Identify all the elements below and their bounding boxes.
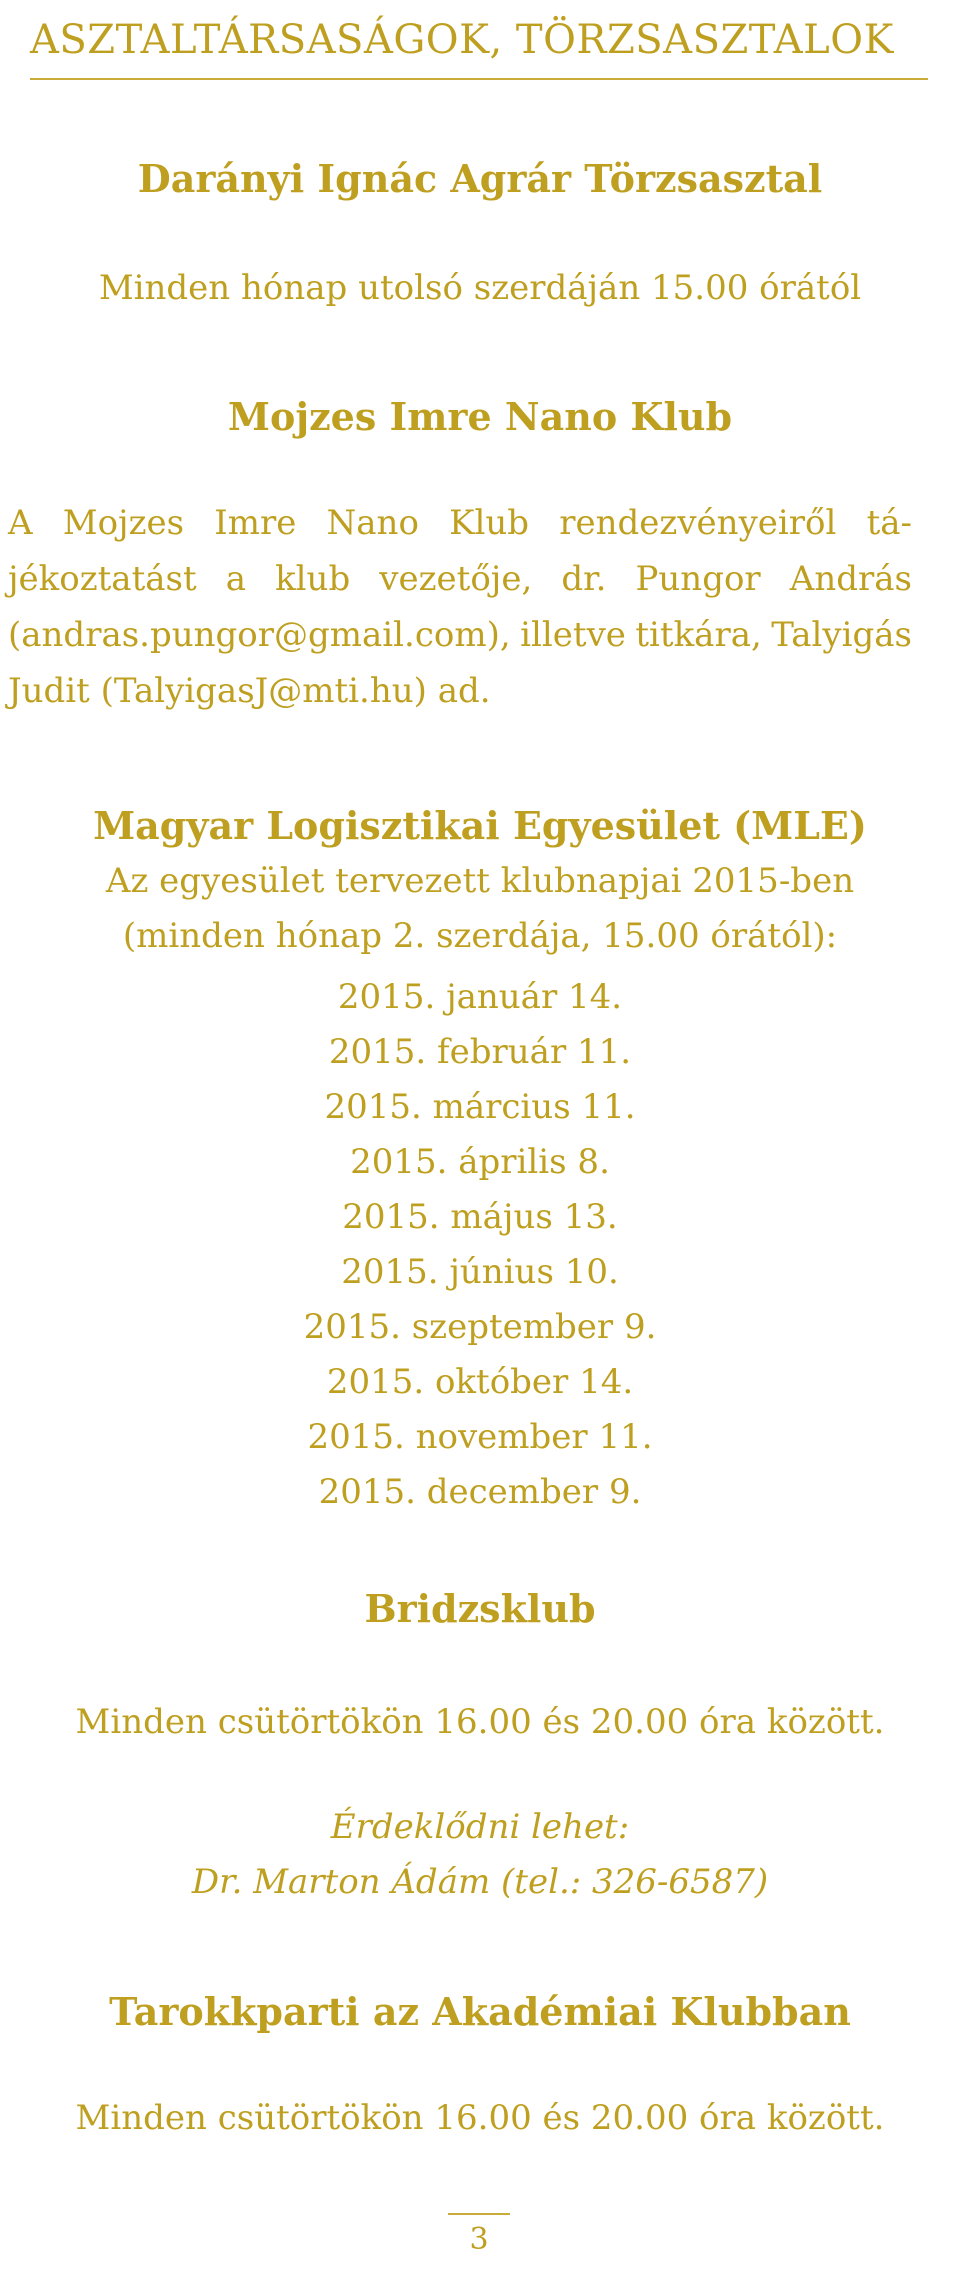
word: titkára,	[635, 615, 762, 655]
bridzs-contact: Dr. Marton Ádám (tel.: 326-6587)	[191, 1862, 769, 1902]
word: Imre	[214, 503, 297, 543]
list-item: 2015. február 11.	[328, 1032, 632, 1072]
mle-date-list	[0, 970, 960, 1520]
mle-intro-line-2: (minden hónap 2. szerdája, 15.00 órától):	[122, 916, 838, 956]
daranyi-text: Minden hónap utolsó szerdáján 15.00 órától	[98, 268, 862, 308]
bridzs-title: Bridzsklub	[364, 1586, 596, 1631]
footer-divider	[448, 2213, 510, 2215]
list-item: 2015. szeptember 9.	[303, 1307, 657, 1347]
word: jékoztatást	[8, 559, 197, 599]
list-item: 2015. december 9.	[318, 1472, 642, 1512]
bridzs-inquiry-label: Érdeklődni lehet:	[330, 1807, 630, 1847]
page-number: 3	[469, 2222, 489, 2257]
word: Pungor	[635, 559, 761, 599]
mle-intro-line-1: Az egyesület tervezett klubnapjai 2015-ben	[105, 861, 855, 901]
bridzs-text: Minden csütörtökön 16.00 és 20.00 óra között.	[75, 1702, 885, 1742]
page-header-title: ASZTALTÁRSASÁGOK, TÖRZSASZTALOK	[30, 17, 894, 63]
mojzes-line	[8, 663, 912, 719]
mle-title: Magyar Logisztikai Egyesület (MLE)	[93, 803, 867, 848]
word: vezetője,	[379, 559, 533, 599]
word: a	[225, 559, 246, 599]
list-item: 2015. május 13.	[342, 1197, 618, 1237]
tarokk-title: Tarokkparti az Akadémiai Klubban	[109, 1989, 851, 2034]
list-item: 2015. április 8.	[350, 1142, 610, 1182]
mojzes-line	[8, 607, 912, 663]
word: Nano	[326, 503, 419, 543]
mojzes-line	[8, 551, 912, 607]
word: rendezvényeiről	[559, 503, 837, 543]
word: András	[789, 559, 912, 599]
word: klub	[275, 559, 351, 599]
word: Judit (TalyigasJ@mti.hu) ad.	[8, 671, 491, 711]
word: illetve	[520, 615, 626, 655]
word: (andras.pungor@gmail.com),	[8, 615, 511, 655]
word: dr.	[561, 559, 607, 599]
list-item: 2015. január 14.	[337, 977, 623, 1017]
mojzes-title: Mojzes Imre Nano Klub	[227, 394, 733, 439]
list-item: 2015. június 10.	[341, 1252, 619, 1292]
word: Mojzes	[62, 503, 185, 543]
list-item: 2015. március 11.	[324, 1087, 636, 1127]
word: tá-	[866, 503, 912, 543]
word: Talyigás	[771, 615, 912, 655]
word: Klub	[449, 503, 530, 543]
mojzes-line	[8, 495, 912, 551]
mojzes-paragraph	[8, 495, 912, 719]
list-item: 2015. november 11.	[307, 1417, 653, 1457]
daranyi-title: Darányi Ignác Agrár Törzsasztal	[137, 156, 823, 201]
word: A	[8, 503, 33, 543]
header-divider	[30, 78, 928, 80]
list-item: 2015. október 14.	[326, 1362, 634, 1402]
tarokk-text: Minden csütörtökön 16.00 és 20.00 óra között.	[75, 2098, 885, 2138]
